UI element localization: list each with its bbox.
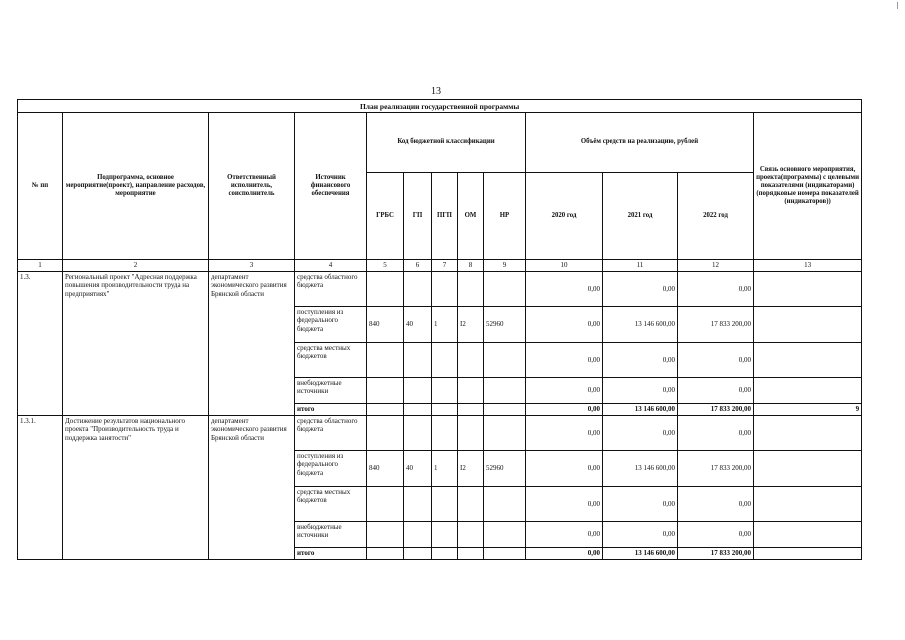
total-2021: 13 146 600,00 <box>603 548 678 560</box>
column-number: 1 <box>18 260 63 272</box>
indicator-link <box>754 307 862 343</box>
amount-2020: 0,00 <box>526 451 603 487</box>
column-number: 5 <box>367 260 404 272</box>
code-om <box>458 343 484 378</box>
code-om <box>458 522 484 548</box>
total-label: итого <box>295 548 367 560</box>
total-2021: 13 146 600,00 <box>603 404 678 416</box>
amount-2022: 0,00 <box>678 272 754 307</box>
code-gp <box>404 416 432 451</box>
code-grbs <box>367 378 404 404</box>
total-code-empty <box>367 404 404 416</box>
total-indicator-link: 9 <box>754 404 862 416</box>
total-2022: 17 833 200,00 <box>678 548 754 560</box>
total-2020: 0,00 <box>526 548 603 560</box>
header-2022: 2022 год <box>678 173 754 260</box>
code-pgp <box>432 416 458 451</box>
code-pgp <box>432 487 458 522</box>
indicator-link <box>754 343 862 378</box>
total-code-empty <box>432 548 458 560</box>
total-code-empty <box>404 404 432 416</box>
indicator-link <box>754 378 862 404</box>
header-pgp: ПГП <box>432 173 458 260</box>
header-2021: 2021 год <box>603 173 678 260</box>
code-pgp: 1 <box>432 307 458 343</box>
total-label: итого <box>295 404 367 416</box>
total-code-empty <box>432 404 458 416</box>
column-number: 4 <box>295 260 367 272</box>
header-np: НР <box>484 173 526 260</box>
code-gp <box>404 378 432 404</box>
code-gp: 40 <box>404 451 432 487</box>
code-pgp <box>432 378 458 404</box>
column-number: 9 <box>484 260 526 272</box>
total-code-empty <box>367 548 404 560</box>
indicator-link <box>754 451 862 487</box>
code-np <box>484 272 526 307</box>
code-grbs <box>367 416 404 451</box>
funding-source: поступления из федерального бюджета <box>295 307 367 343</box>
amount-2022: 0,00 <box>678 487 754 522</box>
funding-source: внебюджетные источники <box>295 522 367 548</box>
indicator-link <box>754 522 862 548</box>
code-grbs <box>367 487 404 522</box>
total-2020: 0,00 <box>526 404 603 416</box>
code-om <box>458 416 484 451</box>
total-indicator-link <box>754 548 862 560</box>
code-grbs: 840 <box>367 307 404 343</box>
header-kbk-group: Код бюджетной классификации <box>367 113 526 173</box>
total-2022: 17 833 200,00 <box>678 404 754 416</box>
amount-2022: 17 833 200,00 <box>678 307 754 343</box>
code-grbs <box>367 272 404 307</box>
header-executor: Ответственный исполнитель, соисполнитель <box>209 113 295 260</box>
code-om: I2 <box>458 307 484 343</box>
code-np <box>484 487 526 522</box>
amount-2022: 0,00 <box>678 416 754 451</box>
code-om <box>458 378 484 404</box>
header-2020: 2020 год <box>526 173 603 260</box>
code-grbs <box>367 522 404 548</box>
column-number-row <box>18 260 862 272</box>
activity-name: Достижение результатов национального проекта "Производительность труда и поддержка занятости" <box>63 416 209 560</box>
program-plan-table <box>17 99 862 560</box>
code-gp <box>404 343 432 378</box>
code-np <box>484 522 526 548</box>
code-np <box>484 343 526 378</box>
column-number: 2 <box>63 260 209 272</box>
header-grbs: ГРБС <box>367 173 404 260</box>
funding-source: внебюджетные источники <box>295 378 367 404</box>
code-np: 52960 <box>484 307 526 343</box>
amount-2021: 13 146 600,00 <box>603 307 678 343</box>
amount-2020: 0,00 <box>526 378 603 404</box>
header-om: ОМ <box>458 173 484 260</box>
row-number: 1.3.1. <box>18 416 63 560</box>
code-np <box>484 416 526 451</box>
code-gp: 40 <box>404 307 432 343</box>
code-pgp <box>432 272 458 307</box>
scan-corner-mark <box>897 2 898 9</box>
amount-2020: 0,00 <box>526 272 603 307</box>
indicator-link <box>754 487 862 522</box>
page-number: 13 <box>431 86 441 97</box>
table-row <box>18 272 862 307</box>
amount-2021: 0,00 <box>603 343 678 378</box>
amount-2022: 0,00 <box>678 522 754 548</box>
table-row <box>18 416 862 451</box>
amount-2022: 17 833 200,00 <box>678 451 754 487</box>
header-volume-group: Объём средств на реализацию, рублей <box>526 113 754 173</box>
column-number: 13 <box>754 260 862 272</box>
table-caption: План реализации государственной программы <box>18 100 862 113</box>
column-number: 12 <box>678 260 754 272</box>
amount-2021: 0,00 <box>603 416 678 451</box>
code-om <box>458 487 484 522</box>
amount-2020: 0,00 <box>526 487 603 522</box>
amount-2021: 0,00 <box>603 272 678 307</box>
amount-2021: 0,00 <box>603 487 678 522</box>
indicator-link <box>754 416 862 451</box>
total-code-empty <box>458 404 484 416</box>
row-number: 1.3. <box>18 272 63 416</box>
column-number: 7 <box>432 260 458 272</box>
indicator-link <box>754 272 862 307</box>
total-code-empty <box>404 548 432 560</box>
total-code-empty <box>484 404 526 416</box>
code-pgp <box>432 522 458 548</box>
code-np <box>484 378 526 404</box>
code-grbs: 840 <box>367 451 404 487</box>
code-gp <box>404 522 432 548</box>
amount-2022: 0,00 <box>678 343 754 378</box>
header-gp: ГП <box>404 173 432 260</box>
funding-source: средства областного бюджета <box>295 416 367 451</box>
amount-2021: 13 146 600,00 <box>603 451 678 487</box>
header-num: № пп <box>18 113 63 260</box>
total-code-empty <box>458 548 484 560</box>
column-number: 3 <box>209 260 295 272</box>
amount-2020: 0,00 <box>526 307 603 343</box>
funding-source: средства местных бюджетов <box>295 487 367 522</box>
code-np: 52960 <box>484 451 526 487</box>
code-om: I2 <box>458 451 484 487</box>
code-pgp: 1 <box>432 451 458 487</box>
funding-source: средства областного бюджета <box>295 272 367 307</box>
total-code-empty <box>484 548 526 560</box>
responsible-executor: департамент экономического развития Брянской области <box>209 416 295 560</box>
code-gp <box>404 487 432 522</box>
responsible-executor: департамент экономического развития Брянской области <box>209 272 295 416</box>
header-link: Связь основного мероприятия, проекта(программы) с целевыми показателями (индикаторами) (порядковые номера показателей (индикаторов)) <box>754 113 862 260</box>
column-number: 8 <box>458 260 484 272</box>
header-source: Источник финансового обеспечения <box>295 113 367 260</box>
code-om <box>458 272 484 307</box>
column-number: 6 <box>404 260 432 272</box>
amount-2021: 0,00 <box>603 378 678 404</box>
amount-2022: 0,00 <box>678 378 754 404</box>
activity-name: Региональный проект "Адресная поддержка повышения производительности труда на предприятиях" <box>63 272 209 416</box>
amount-2020: 0,00 <box>526 343 603 378</box>
amount-2020: 0,00 <box>526 416 603 451</box>
amount-2021: 0,00 <box>603 522 678 548</box>
column-number: 11 <box>603 260 678 272</box>
code-gp <box>404 272 432 307</box>
header-name: Подпрограмма, основное мероприятие(проект), направление расходов, мероприятие <box>63 113 209 260</box>
code-pgp <box>432 343 458 378</box>
code-grbs <box>367 343 404 378</box>
amount-2020: 0,00 <box>526 522 603 548</box>
funding-source: средства местных бюджетов <box>295 343 367 378</box>
funding-source: поступления из федерального бюджета <box>295 451 367 487</box>
column-number: 10 <box>526 260 603 272</box>
